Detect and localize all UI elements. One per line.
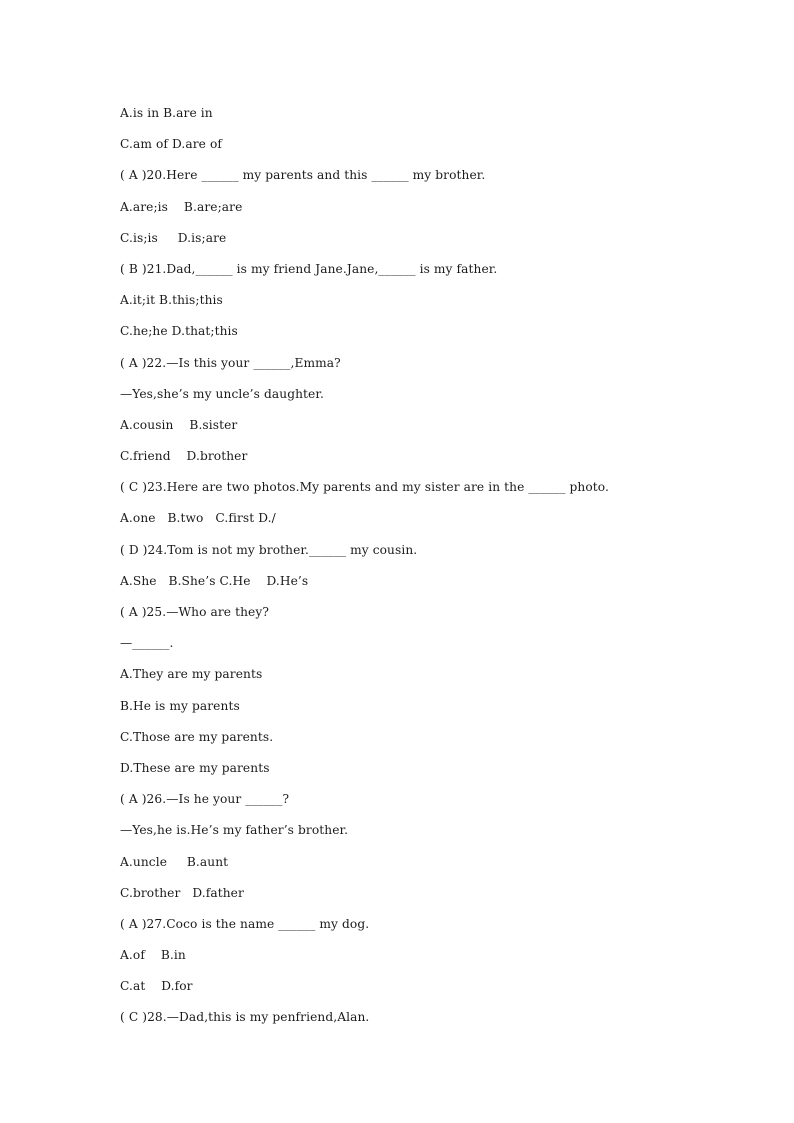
option-line: A.of B.in [120,948,186,963]
option-line: C.brother D.father [120,885,244,900]
option-line: C.at D.for [120,979,193,994]
question-27: ( A )27.Coco is the name ______ my dog. [120,916,370,931]
option-line: A.it;it B.this;this [120,293,223,308]
question-20: ( A )20.Here ______ my parents and this ______ my brother. [120,168,486,183]
option-line: D.These are my parents [120,760,270,775]
question-24: ( D )24.Tom is not my brother.______ my cousin. [120,542,418,557]
dialogue-line: —Yes,she’s my uncle’s daughter. [120,386,324,401]
option-line: C.friend D.brother [120,449,248,464]
option-line: A.uncle B.aunt [120,854,229,869]
option-line: A.She B.She’s C.He D.He’s [120,573,309,588]
option-line: A.is in B.are in [120,106,213,120]
option-line: C.am of D.are of [120,137,223,152]
option-line: A.one B.two C.first D./ [120,511,276,526]
question-26: ( A )26.—Is he your ______? [120,792,290,807]
question-22: ( A )22.—Is this your ______,Emma? [120,355,341,370]
option-line: C.he;he D.that;this [120,324,238,339]
question-25: ( A )25.—Who are they? [120,605,269,619]
dialogue-line: —Yes,he is.He’s my father’s brother. [120,823,349,838]
option-line: C.Those are my parents. [120,729,274,744]
option-line: A.cousin B.sister [120,417,238,432]
option-line: A.They are my parents [120,667,263,682]
exercise-list [120,104,760,1040]
option-line: B.He is my parents [120,698,240,713]
dialogue-line: —______. [120,636,174,651]
question-21: ( B )21.Dad,______ is my friend Jane.Jane,______ is my father. [120,261,498,276]
option-line: C.is;is D.is;are [120,230,227,245]
question-23: ( C )23.Here are two photos.My parents and my sister are in the ______ photo. [120,480,609,495]
option-line: A.are;is B.are;are [120,199,243,214]
question-28: ( C )28.—Dad,this is my penfriend,Alan. [120,1010,370,1025]
